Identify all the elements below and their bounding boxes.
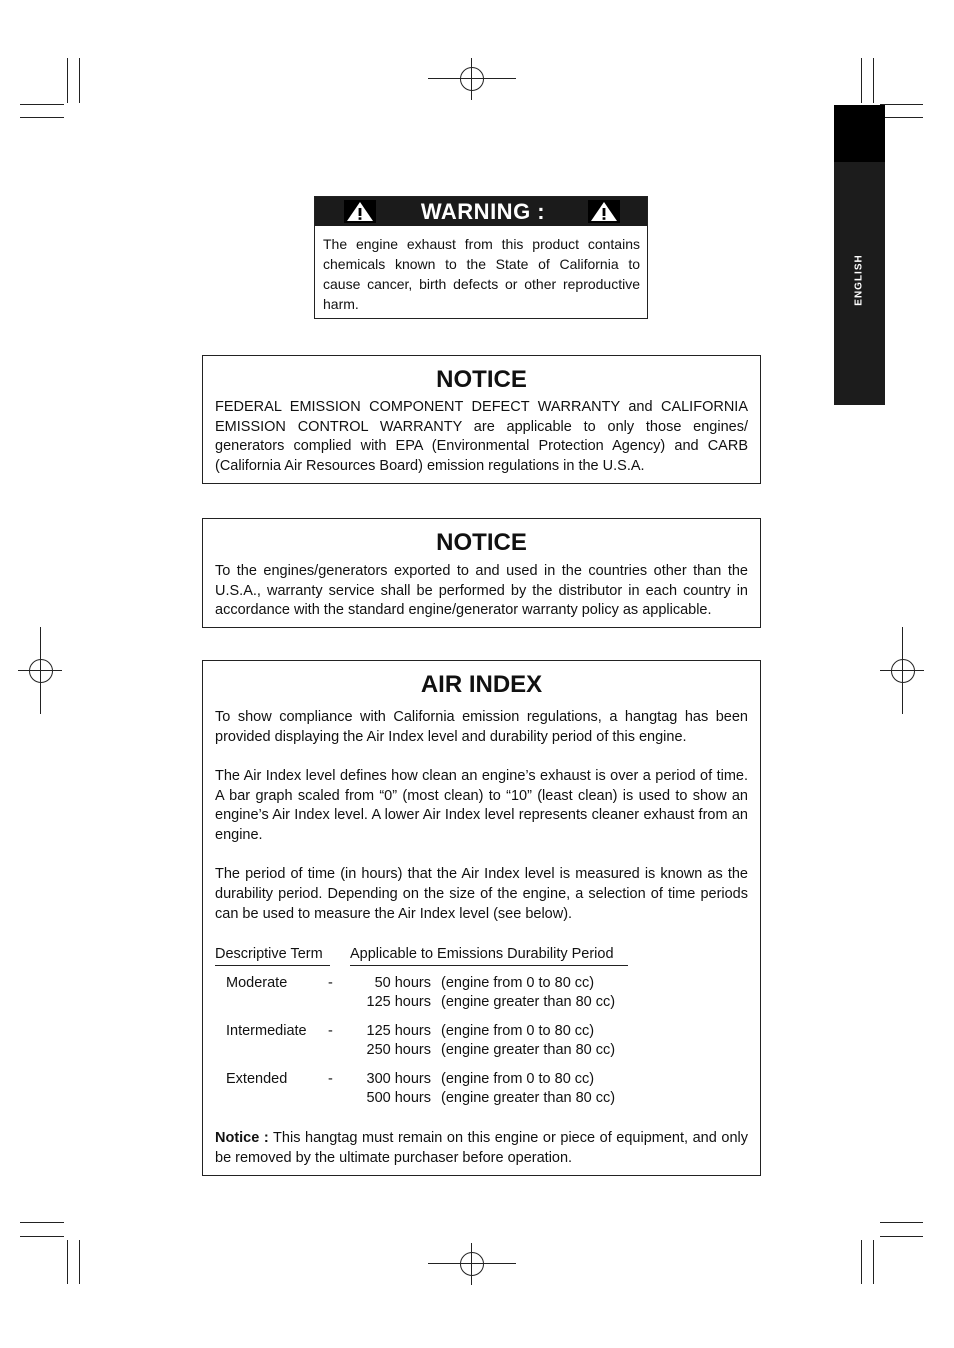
term-cell: Extended xyxy=(226,1071,288,1087)
warning-triangle-icon xyxy=(588,200,620,223)
crop-mark xyxy=(880,1222,923,1223)
hangtag-notice xyxy=(215,1129,748,1168)
warning-box xyxy=(314,196,648,319)
hours-cell: 250 hours xyxy=(366,1042,431,1058)
warning-triangle-icon xyxy=(344,200,376,223)
header-underline xyxy=(350,965,628,966)
table-header-term: Descriptive Term xyxy=(215,946,323,962)
air-index-title: AIR INDEX xyxy=(420,671,543,698)
crop-mark xyxy=(873,1240,874,1284)
desc-cell: (engine greater than 80 cc) xyxy=(441,1042,616,1058)
hours-cell: 300 hours xyxy=(366,1071,431,1087)
crop-mark xyxy=(880,104,923,105)
paragraph: To show compliance with California emission regulations, a hangtag has been provided displaying the Air Index level and durability period of this engine. xyxy=(215,709,748,745)
tab-marker xyxy=(834,105,885,162)
registration-circle xyxy=(460,1252,484,1276)
registration-circle xyxy=(891,659,915,683)
desc-cell: (engine greater than 80 cc) xyxy=(441,994,616,1010)
crop-mark xyxy=(861,58,862,103)
crop-mark xyxy=(20,117,64,118)
header-underline xyxy=(215,965,330,966)
paragraph: The period of time (in hours) that the Air Index level is measured is known as the durability period. Depending on the size of the engine, a selection of time periods can be used to measure the Air Index level (see below). xyxy=(215,866,748,922)
crop-mark xyxy=(67,58,68,103)
term-cell: Moderate xyxy=(226,975,288,991)
dash-cell: - xyxy=(328,1071,333,1087)
language-label: ENGLISH xyxy=(853,254,865,306)
notice-text: To the engines/generators exported to and used in the countries other than the U.S.A., warranty service shall be performed by the distributor in each country in accordance with the standard engine/generator warranty policy as applicable. xyxy=(215,563,748,619)
desc-cell: (engine from 0 to 80 cc) xyxy=(441,975,595,991)
crop-mark xyxy=(873,58,874,103)
notice-title: NOTICE xyxy=(436,366,527,393)
hours-cell: 125 hours xyxy=(366,1023,431,1039)
registration-circle xyxy=(460,67,484,91)
desc-cell: (engine greater than 80 cc) xyxy=(441,1090,616,1106)
notice-box-export xyxy=(202,518,761,628)
crop-mark xyxy=(67,1240,68,1284)
crop-mark xyxy=(79,1240,80,1284)
crop-mark xyxy=(20,1222,64,1223)
hangtag-notice-label: Notice : xyxy=(215,1130,269,1146)
hours-cell: 50 hours xyxy=(374,975,431,991)
desc-cell: (engine from 0 to 80 cc) xyxy=(441,1023,595,1039)
crop-mark xyxy=(79,58,80,103)
desc-cell: (engine from 0 to 80 cc) xyxy=(441,1071,595,1087)
table-header-period: Applicable to Emissions Durability Period xyxy=(350,946,614,962)
crop-mark xyxy=(20,1236,64,1237)
crop-mark xyxy=(20,104,64,105)
dash-cell: - xyxy=(328,975,333,991)
paragraph: The Air Index level defines how clean an engine’s exhaust is over a period of time. A bar graph scaled from “0” (most clean) to “10” (least clean) is used to show an engine’s Air Index level. A lower Air Index level represents cleaner exhaust from an engine. xyxy=(215,767,748,844)
term-cell: Intermediate xyxy=(226,1023,307,1039)
language-tab xyxy=(834,105,885,405)
hours-cell: 125 hours xyxy=(366,994,431,1010)
crop-mark xyxy=(880,117,923,118)
hours-cell: 500 hours xyxy=(366,1090,431,1106)
air-index-box xyxy=(202,660,761,1176)
registration-circle xyxy=(29,659,53,683)
hangtag-notice-text: This hangtag must remain on this engine or piece of equipment, and only be removed by the ultimate purchaser before operation. xyxy=(215,1130,748,1166)
dash-cell: - xyxy=(328,1023,333,1039)
warning-header xyxy=(315,197,647,226)
air-index-body xyxy=(215,708,748,944)
warning-text: The engine exhaust from this product contains chemicals known to the State of California to cause cancer, birth defects or other reproductive harm. xyxy=(323,236,640,312)
crop-mark xyxy=(861,1240,862,1284)
notice-text: FEDERAL EMISSION COMPONENT DEFECT WARRANTY and CALIFORNIA EMISSION CONTROL WARRANTY are applicable to only those engines/ generators complied with EPA (Environmental Protection Agency) and CARB (California Air Resources Board) emission regulations in the U.S.A. xyxy=(215,399,748,475)
crop-mark xyxy=(880,1236,923,1237)
notice-title: NOTICE xyxy=(436,529,527,556)
notice-box-warranty xyxy=(202,355,761,484)
warning-title: WARNING : xyxy=(420,199,546,224)
